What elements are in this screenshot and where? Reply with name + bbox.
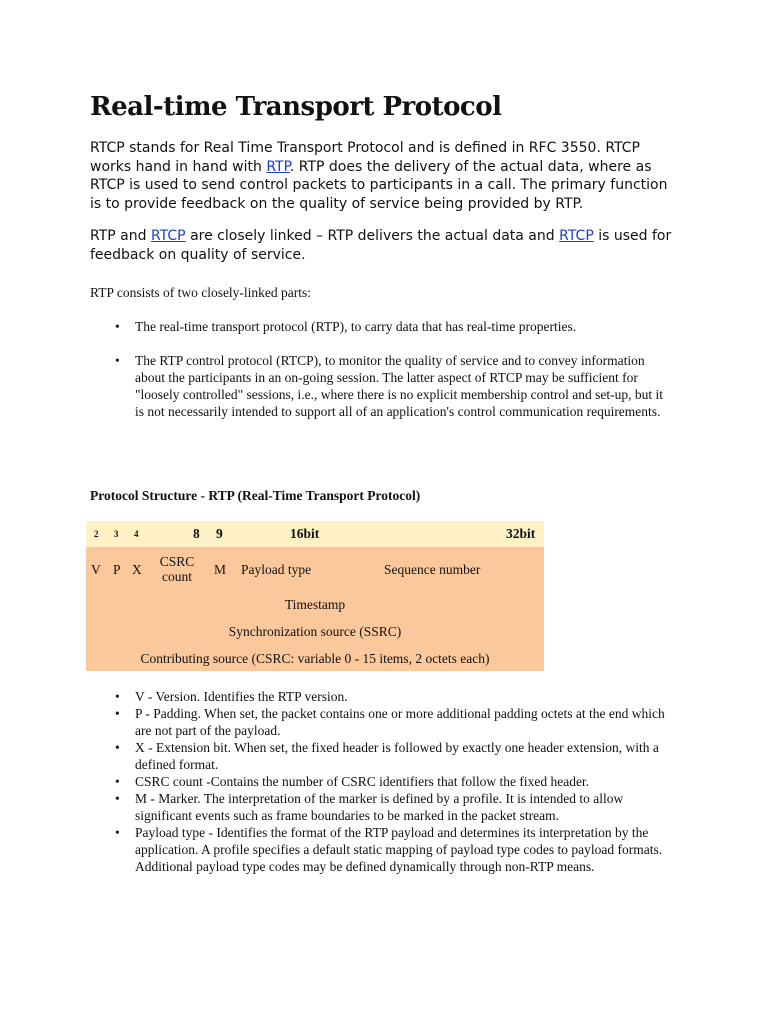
csrc-label-line-2: count	[162, 569, 192, 584]
intro-text: RTP and	[90, 228, 151, 244]
list-item	[115, 705, 675, 739]
rtp-header-diagram	[86, 521, 544, 671]
bit-label-32: 32bit	[506, 526, 536, 541]
csrc-label-line-1: CSRC	[159, 554, 195, 569]
intro-text: . RTP does the delivery of the actual data, where as RTCP is used to send control packets to participants in a call. The primary function is to provide feedback on the quality of service being provided by RTP.	[90, 158, 668, 212]
intro-paragraph-1	[90, 139, 680, 213]
bullet-icon: •	[115, 689, 120, 704]
bullet-icon: •	[115, 791, 120, 806]
list-item-text: Payload type - Identifies the format of the RTP payload and determines its interpretation by the application. A profile specifies a default static mapping of payload type codes to payload formats. Additional payload type codes may be defined dynamically through non-RTP means.	[135, 825, 663, 874]
field-payload-type: Payload type	[241, 562, 312, 577]
field-x: X	[132, 562, 142, 577]
list-item	[115, 790, 675, 824]
field-v: V	[91, 562, 101, 577]
rtcp-link-1[interactable]: RTCP	[150, 228, 186, 244]
bit-label-2: 2	[94, 529, 99, 539]
bullet-icon: •	[115, 740, 120, 755]
list-item-text: The RTP control protocol (RTCP), to monitor the quality of service and to convey information about the participants in an on-going session. The latter aspect of RTCP may be sufficient for "loosely controlled" sessions, i.e., where there is no explicit membership control and set-up, but it is not necessarily intended to support all of an application's control communication requirements.	[135, 353, 664, 419]
bullet-icon: •	[115, 319, 120, 334]
bullet-icon: •	[115, 706, 120, 721]
field-sequence-number: Sequence number	[384, 562, 481, 577]
field-csrc: Contributing source (CSRC: variable 0 - 15 items, 2 octets each)	[140, 651, 490, 666]
list-item-text: X - Extension bit. When set, the fixed header is followed by exactly one header extension, with a defined format.	[135, 740, 659, 772]
parts-list	[115, 318, 675, 437]
bullet-icon: •	[115, 353, 120, 368]
list-item-text: V - Version. Identifies the RTP version.	[135, 689, 348, 704]
bullet-icon: •	[115, 825, 120, 840]
intro-text: are closely linked – RTP delivers the actual data and	[185, 228, 560, 244]
field-p: P	[113, 562, 121, 577]
bit-label-16: 16bit	[290, 526, 320, 541]
list-item	[115, 688, 675, 705]
list-item-text: The real-time transport protocol (RTP), to carry data that has real-time properties.	[135, 319, 577, 334]
field-definitions-list	[115, 688, 675, 875]
rtp-link[interactable]: RTP	[266, 158, 290, 175]
rtcp-link-2[interactable]: RTCP	[559, 228, 594, 244]
field-timestamp: Timestamp	[284, 597, 346, 612]
list-item	[115, 352, 675, 420]
field-ssrc: Synchronization source (SSRC)	[228, 624, 402, 639]
page-title: Real-time Transport Protocol	[90, 92, 502, 122]
bit-label-4: 4	[134, 529, 139, 539]
list-item	[115, 773, 675, 790]
bit-label-3: 3	[114, 529, 119, 539]
list-item-text: M - Marker. The interpretation of the marker is defined by a profile. It is intended to allow significant events such as frame boundaries to be marked in the packet stream.	[135, 791, 624, 823]
parts-intro: RTP consists of two closely-linked parts:	[90, 285, 312, 300]
bit-label-8: 8	[193, 526, 200, 541]
intro-text: is used for feedback on quality of service.	[90, 228, 672, 263]
field-m: M	[214, 562, 227, 577]
list-item-text: CSRC count -Contains the number of CSRC identifiers that follow the fixed header.	[135, 774, 590, 789]
list-item	[115, 739, 675, 773]
list-item-text: P - Padding. When set, the packet contains one or more additional padding octets at the end which are not part of the payload.	[135, 706, 665, 738]
protocol-structure-heading: Protocol Structure - RTP (Real-Time Transport Protocol)	[90, 488, 421, 503]
bullet-icon: •	[115, 774, 120, 789]
intro-text: RTCP stands for Real Time Transport Protocol and is defined in RFC 3550. RTCP works hand in hand with	[90, 140, 640, 175]
field-csrc-count	[156, 554, 198, 584]
list-item	[115, 318, 675, 335]
intro-paragraph-2	[90, 227, 680, 264]
bit-label-9: 9	[216, 526, 223, 541]
list-item	[115, 824, 675, 875]
